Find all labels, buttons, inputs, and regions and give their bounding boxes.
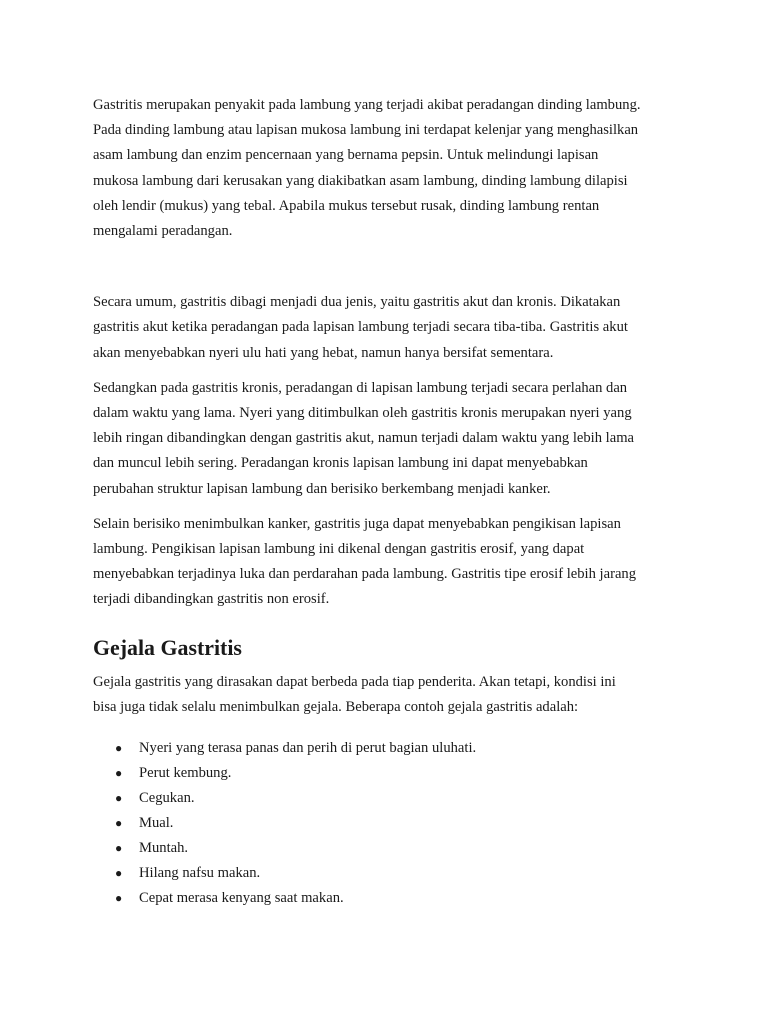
- text-line: dan muncul lebih sering. Peradangan kronis lapisan lambung ini dapat menyebabkan: [93, 455, 588, 472]
- symptom-list: [93, 736, 693, 911]
- paragraph-erosive: [93, 512, 693, 613]
- bullet-icon: ●: [115, 791, 123, 806]
- text-line: akan menyebabkan nyeri ulu hati yang hebat, namun hanya bersifat sementara.: [93, 344, 554, 361]
- text-line: dalam waktu yang lama. Nyeri yang ditimbulkan oleh gastritis kronis merupakan nyeri yang: [93, 405, 632, 422]
- list-item: [93, 836, 693, 861]
- symptom-text: Cegukan.: [139, 790, 195, 807]
- list-item: [93, 811, 693, 836]
- symptom-text: Hilang nafsu makan.: [139, 865, 261, 882]
- list-item: [93, 886, 693, 911]
- bullet-icon: ●: [115, 866, 123, 881]
- text-line: Gastritis merupakan penyakit pada lambung yang terjadi akibat peradangan dinding lambung.: [93, 97, 641, 113]
- bullet-icon: ●: [115, 816, 123, 831]
- symptom-text: Perut kembung.: [139, 765, 232, 782]
- bullet-icon: ●: [115, 766, 123, 781]
- paragraph-chronic: [93, 376, 693, 502]
- symptom-text: Nyeri yang terasa panas dan perih di perut bagian uluhati.: [139, 740, 477, 757]
- text-line: bisa juga tidak selalu menimbulkan gejala. Beberapa contoh gejala gastritis adalah:: [93, 698, 579, 715]
- text-line: perubahan struktur lapisan lambung dan berisiko berkembang menjadi kanker.: [93, 480, 551, 497]
- bullet-icon: ●: [115, 741, 123, 756]
- text-line: mukosa lambung dari kerusakan yang diakibatkan asam lambung, dinding lambung dilapisi: [93, 172, 628, 189]
- section-heading: Gejala Gastritis: [93, 634, 242, 660]
- list-item: [93, 761, 693, 786]
- text-line: gastritis akut ketika peradangan pada lapisan lambung terjadi secara tiba-tiba. Gastritis akut: [93, 319, 628, 336]
- text-line: Pada dinding lambung atau lapisan mukosa lambung ini terdapat kelenjar yang menghasilkan: [93, 122, 639, 139]
- document-page: [93, 93, 693, 911]
- text-line: Secara umum, gastritis dibagi menjadi dua jenis, yaitu gastritis akut dan kronis. Dikatakan: [93, 294, 621, 311]
- paragraph-symptoms-intro: [93, 670, 693, 720]
- text-line: oleh lendir (mukus) yang tebal. Apabila mukus tersebut rusak, dinding lambung rentan: [93, 197, 600, 214]
- list-item: [93, 786, 693, 811]
- symptom-text: Cepat merasa kenyang saat makan.: [139, 890, 344, 907]
- text-line: Selain berisiko menimbulkan kanker, gastritis juga dapat menyebabkan pengikisan lapisan: [93, 515, 621, 532]
- text-line: terjadi dibandingkan gastritis non erosif.: [93, 591, 330, 608]
- symptom-text: Muntah.: [139, 840, 189, 857]
- text-line: Sedangkan pada gastritis kronis, peradangan di lapisan lambung terjadi secara perlahan dan: [93, 379, 628, 396]
- paragraph-types: [93, 290, 693, 366]
- bullet-icon: ●: [115, 891, 123, 906]
- text-line: mengalami peradangan.: [93, 223, 233, 240]
- paragraph-definition: [93, 93, 693, 244]
- text-line: Gejala gastritis yang dirasakan dapat berbeda pada tiap penderita. Akan tetapi, kondisi ini: [93, 673, 616, 690]
- text-line: lambung. Pengikisan lapisan lambung ini dikenal dengan gastritis erosif, yang dapat: [93, 541, 585, 558]
- text-line: asam lambung dan enzim pencernaan yang bernama pepsin. Untuk melindungi lapisan: [93, 147, 599, 164]
- text-line: menyebabkan terjadinya luka dan perdarahan pada lambung. Gastritis tipe erosif lebih jarang: [93, 566, 637, 583]
- text-line: lebih ringan dibandingkan dengan gastritis akut, namun terjadi dalam waktu yang lebih lama: [93, 430, 635, 447]
- symptom-text: Mual.: [139, 815, 174, 832]
- bullet-icon: ●: [115, 841, 123, 856]
- list-item: [93, 861, 693, 886]
- list-item: [93, 736, 693, 761]
